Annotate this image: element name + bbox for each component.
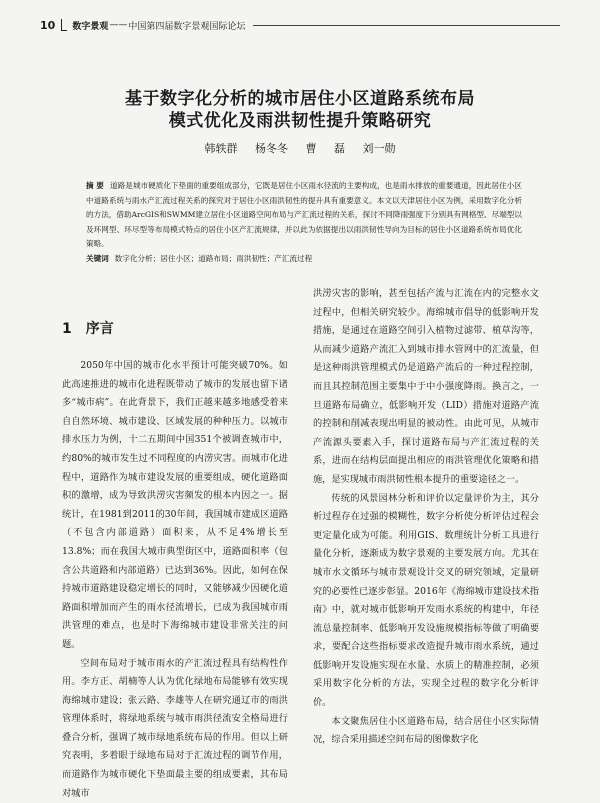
keywords-text: 数字化分析；居住小区；道路布局；雨洪韧性；产汇流过程 <box>115 254 312 263</box>
keywords <box>86 252 522 265</box>
section-number: 1 <box>62 321 72 337</box>
paper-title-line2: 模式优化及雨洪韧性提升策略研究 <box>0 106 600 131</box>
series-name: 数字景观 <box>72 19 108 32</box>
paragraph: 空间布局对于城市雨水的产汇流过程具有结构性作用。李方正、胡楠等人认为优化绿地布局能够有效实现海绵城市建设；张云路、李雄等人在研究通辽市的雨洪管理体系时，将绿地系统与城市雨洪径流安全格局进行叠合分析，强调了城市绿地系统布局的作用。但以上研究表明，多着眼于绿地布局对于汇流过程的调节作用，而道路作为城市硬化下垫面最主要的组成要素，其布局对城市 <box>62 655 288 803</box>
abstract-label: 摘 要 <box>86 181 104 190</box>
header-rule <box>253 25 560 26</box>
paragraph: 本文聚焦居住小区道路布局，结合居住小区实际情况，综合采用描述空间布局的图像数字化 <box>313 713 539 750</box>
paragraph: 传统的风景园林分析和评价以定量评价为主，其分析过程存在过强的模糊性，数字分析使分析评估过程会更定量化成为可能。利用GIS、数理统计分析工具进行量化分析，逐渐成为数字景观的主要发展方向。尤其在城市水文循环与城市景观设计交叉的研究领域，定量研究的必要性已逐步彰显。2016年《海绵城市建设技术指南》中，就对城市低影响开发雨水系统的构建中，年径流总量控制率、低影响开发设施规模指标等做了明确要求，要配合这些指标要求改造提升城市雨水系统，通过低影响开发设施实现在水量、水质上的精准控制，必须采用数字化分析的方法，实现全过程的数字化分析评价。 <box>313 490 539 713</box>
abstract-text: 道路是城市硬质化下垫面的重要组成部分，它既是居住小区雨水径流的主要构成，也是雨水排放的重要通道，因此居住小区中道路系统与雨水产汇流过程关系的探究对于居住小区雨洪韧性的提升具有重要意义。本文以天津居住小区为例，采用数字化分析的方法，借助ArcGIS和SWMM建立居住小区道路空间布局与产汇流过程的关系，探讨不同降雨强度下分别具有网格型、尽端型以及环网型、环尽型等布局模式特点的居住小区产汇流规律，并以此为依据提出以雨洪韧性导向为目标的居住小区道路系统布局优化策略。 <box>86 181 522 248</box>
header-dash: —— <box>109 20 127 30</box>
paragraph: 2050年中国的城市化水平预计可能突破70%。如此高速推进的城市化进程既带动了城市的发展也留下诸多“城市病”。在此背景下，我们正越来越多地感受着来自自然环境、城市建设、区域发展的种种压力。以城市排水压力为例，十二五期间中国351个被调查城市中，约80%的城市发生过不同程度的内涝灾害。而城市化进程中，道路作为城市建设发展的重要组成，硬化道路面积的激增，成为导致洪涝灾害频发的根本内因之一。据统计，在1981到2011的30年间，我国城市建成区道路（不包含内部道路）面积来，从不足4%增长至13.8%；而在我国大城市典型街区中，道路面积率（包含公共道路和内部道路）已达到36%。因此，如何在保持城市道路建设稳定增长的同时，又能够减少因硬化道路面积增加而产生的雨水径流增长，已成为我国城市雨洪管理的难点，也是时下海绵城市建设非常关注的问题。 <box>62 357 288 655</box>
paper-title-line1: 基于数字化分析的城市居住小区道路系统布局 <box>0 84 600 109</box>
abstract <box>86 179 522 252</box>
running-header <box>40 17 560 33</box>
section-title: 序言 <box>86 321 114 337</box>
paragraph: 洪涝灾害的影响，甚至包括产流与汇流在内的完整水文过程中，但相关研究较少。海绵城市倡导的低影响开发措施，是通过在道路空间引入植物过滤带、植草沟等，从而减少道路产流汇入到城市排水管网中的汇流量，但是这种雨洪管理模式仍是道路产流后的一种过程控制，而且其控制范围主要集中于中小强度降雨。换言之，一旦道路布局确立，低影响开发（LID）措施对道路产流的控制和削减表现出明显的被动性。由此可见，从城市产流源头要素入手，探讨道路布局与产汇流过程的关系，进而在结构层面提出相应的雨洪管理优化策略和措施，是实现城市雨洪韧性根本提升的重要途径之一。 <box>313 285 539 490</box>
left-column <box>62 319 288 803</box>
conference-name: 中国第四届数字景观国际论坛 <box>128 19 245 32</box>
bracket-mark <box>61 19 67 31</box>
authors: 韩轶群 杨冬冬 曹 磊 刘一勋 <box>0 140 600 156</box>
page-number: 10 <box>40 19 55 32</box>
section-heading <box>62 319 288 357</box>
right-column <box>313 285 539 750</box>
keywords-label: 关键词 <box>86 254 109 263</box>
